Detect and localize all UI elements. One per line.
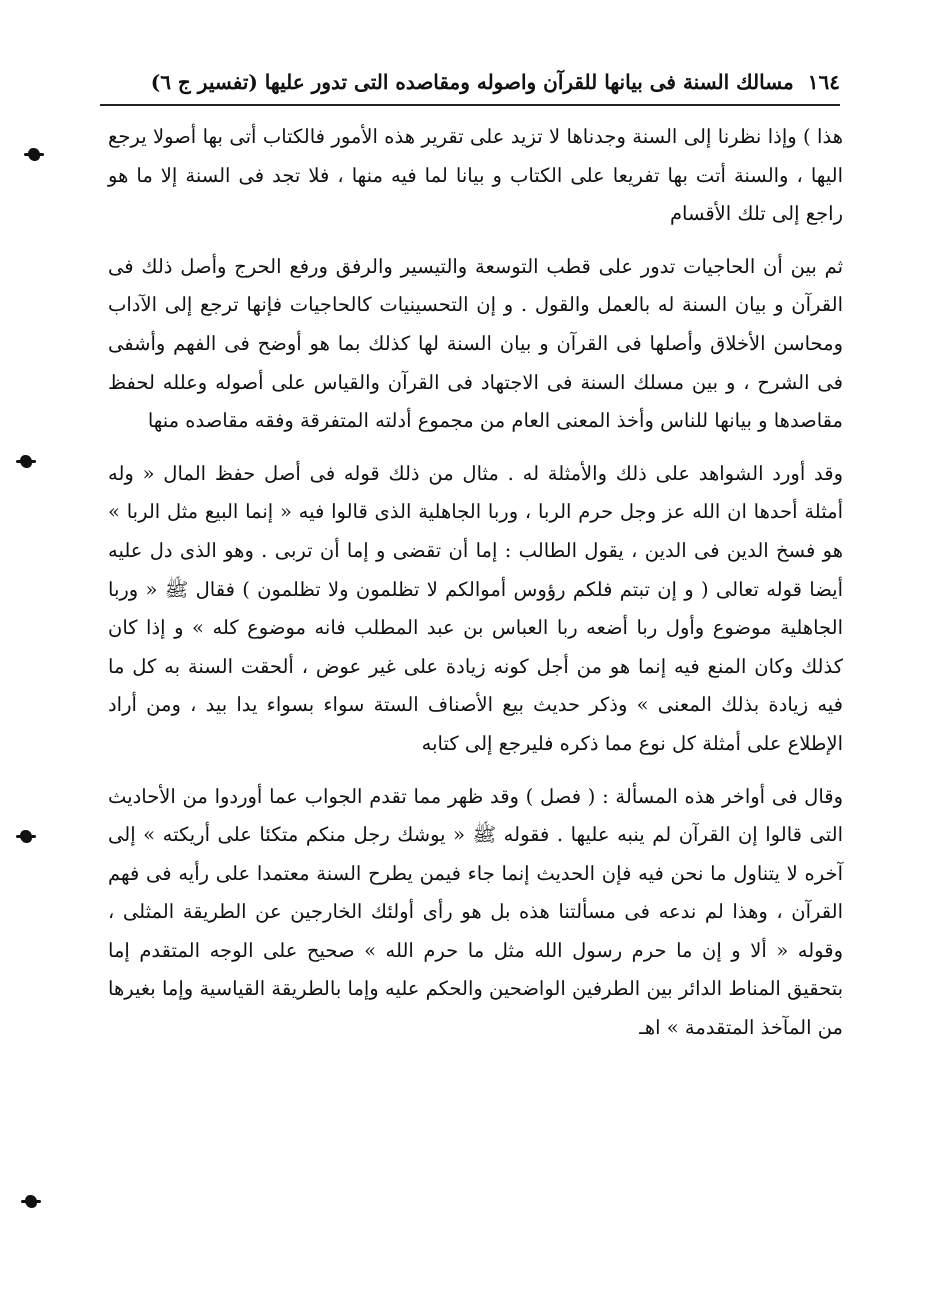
running-title: مسالك السنة فى بيانها للقرآن واصوله ومقاصده التى تدور عليها (تفسير ج ٦): [150, 70, 794, 94]
punch-hole-mark: [28, 148, 40, 161]
page-header: [100, 62, 840, 102]
paragraph: وقد أورد الشواهد على ذلك والأمثلة له . مثال من ذلك قوله فى أصل حفظ المال « وله أمثلة أحدها ان الله عز وجل حرم الربا ، وربا الجاهلية الذى قالوا فيه « إنما البيع مثل الربا » هو فسخ الدين فى الدين ، يقول الطالب : إما أن تقضى و إما أن تربى . وهو الذى دل عليه أيضا قوله تعالى ( و إن تبتم فلكم رؤوس أموالكم لا تظلمون ولا تظلمون ) فقال ﷺ « وربا الجاهلية موضوع وأول ربا أضعه ربا العباس بن عبد المطلب فانه موضوع كله » و إذا كان كذلك وكان المنع فيه إنما هو من أجل كونه زيادة على غير عوض ، ألحقت السنة به كل ما فيه زيادة بذلك المعنى » وذكر حديث بيع الأصناف الستة سواء بسواء يدا بيد ، ومن أراد الإطلاع على أمثلة كل نوع مما ذكره فليرجع إلى كتابه: [108, 461, 843, 755]
paragraph: هذا ) وإذا نظرنا إلى السنة وجدناها لا تزيد على تقرير هذه الأمور فالكتاب أتى بها أصولا يرجع اليها ، والسنة أتت بها تفريعا على الكتاب و بيانا لما فيه منها ، فلا تجد فى السنة إلا ما هو راجع إلى تلك الأقسام: [108, 125, 844, 226]
paragraph: ثم بين أن الحاجيات تدور على قطب التوسعة والتيسير والرفق ورفع الحرج وأصل ذلك فى القرآن و بيان السنة له بالعمل والقول . و إن التحسينيات كالحاجيات فإنها ترجع إلى الآداب ومحاسن الأخلاق وأصلها فى القرآن و بيان السنة لها كذلك بما هو أوضح فى الفهم وأشفى فى الشرح ، و بين مسلك السنة فى الاجتهاد فى القرآن والقياس على أصوله وعلله لحفظ مقاصدها و بيانها للناس وأخذ المعنى العام من مجموع أدلته المتفرقة وفقه مقاصده منها: [108, 254, 843, 433]
page-number: ١٦٤: [807, 70, 840, 94]
header-rule: [100, 104, 840, 106]
punch-hole-mark: [20, 830, 32, 843]
punch-hole-mark: [25, 1195, 37, 1208]
body-text: [108, 118, 843, 1062]
paragraph: وقال فى أواخر هذه المسألة : ( فصل ) وقد ظهر مما تقدم الجواب عما أوردوا من الأحاديث التى قالوا إن القرآن لم ينبه عليها . فقوله ﷺ « يوشك رجل منكم متكئا على أريكته » إلى آخره لا يتناول ما نحن فيه فإن الحديث إنما جاء فيمن يطرح السنة معتمدا على رأيه فى فهم القرآن ، وهذا لم ندعه فى مسألتنا هذه بل هو رأى أولئك الخارجين عن الطريقة المثلى ، وقوله « ألا و إن ما حرم رسول الله مثل ما حرم الله » صحيح على الوجه المتقدم إما بتحقيق المناط الدائر بين الطرفين الواضحين والحكم عليه وإما بالطريقة القياسية وإما بغيرها من المآخذ المتقدمة » اهـ: [108, 784, 843, 1040]
punch-hole-mark: [20, 455, 32, 468]
